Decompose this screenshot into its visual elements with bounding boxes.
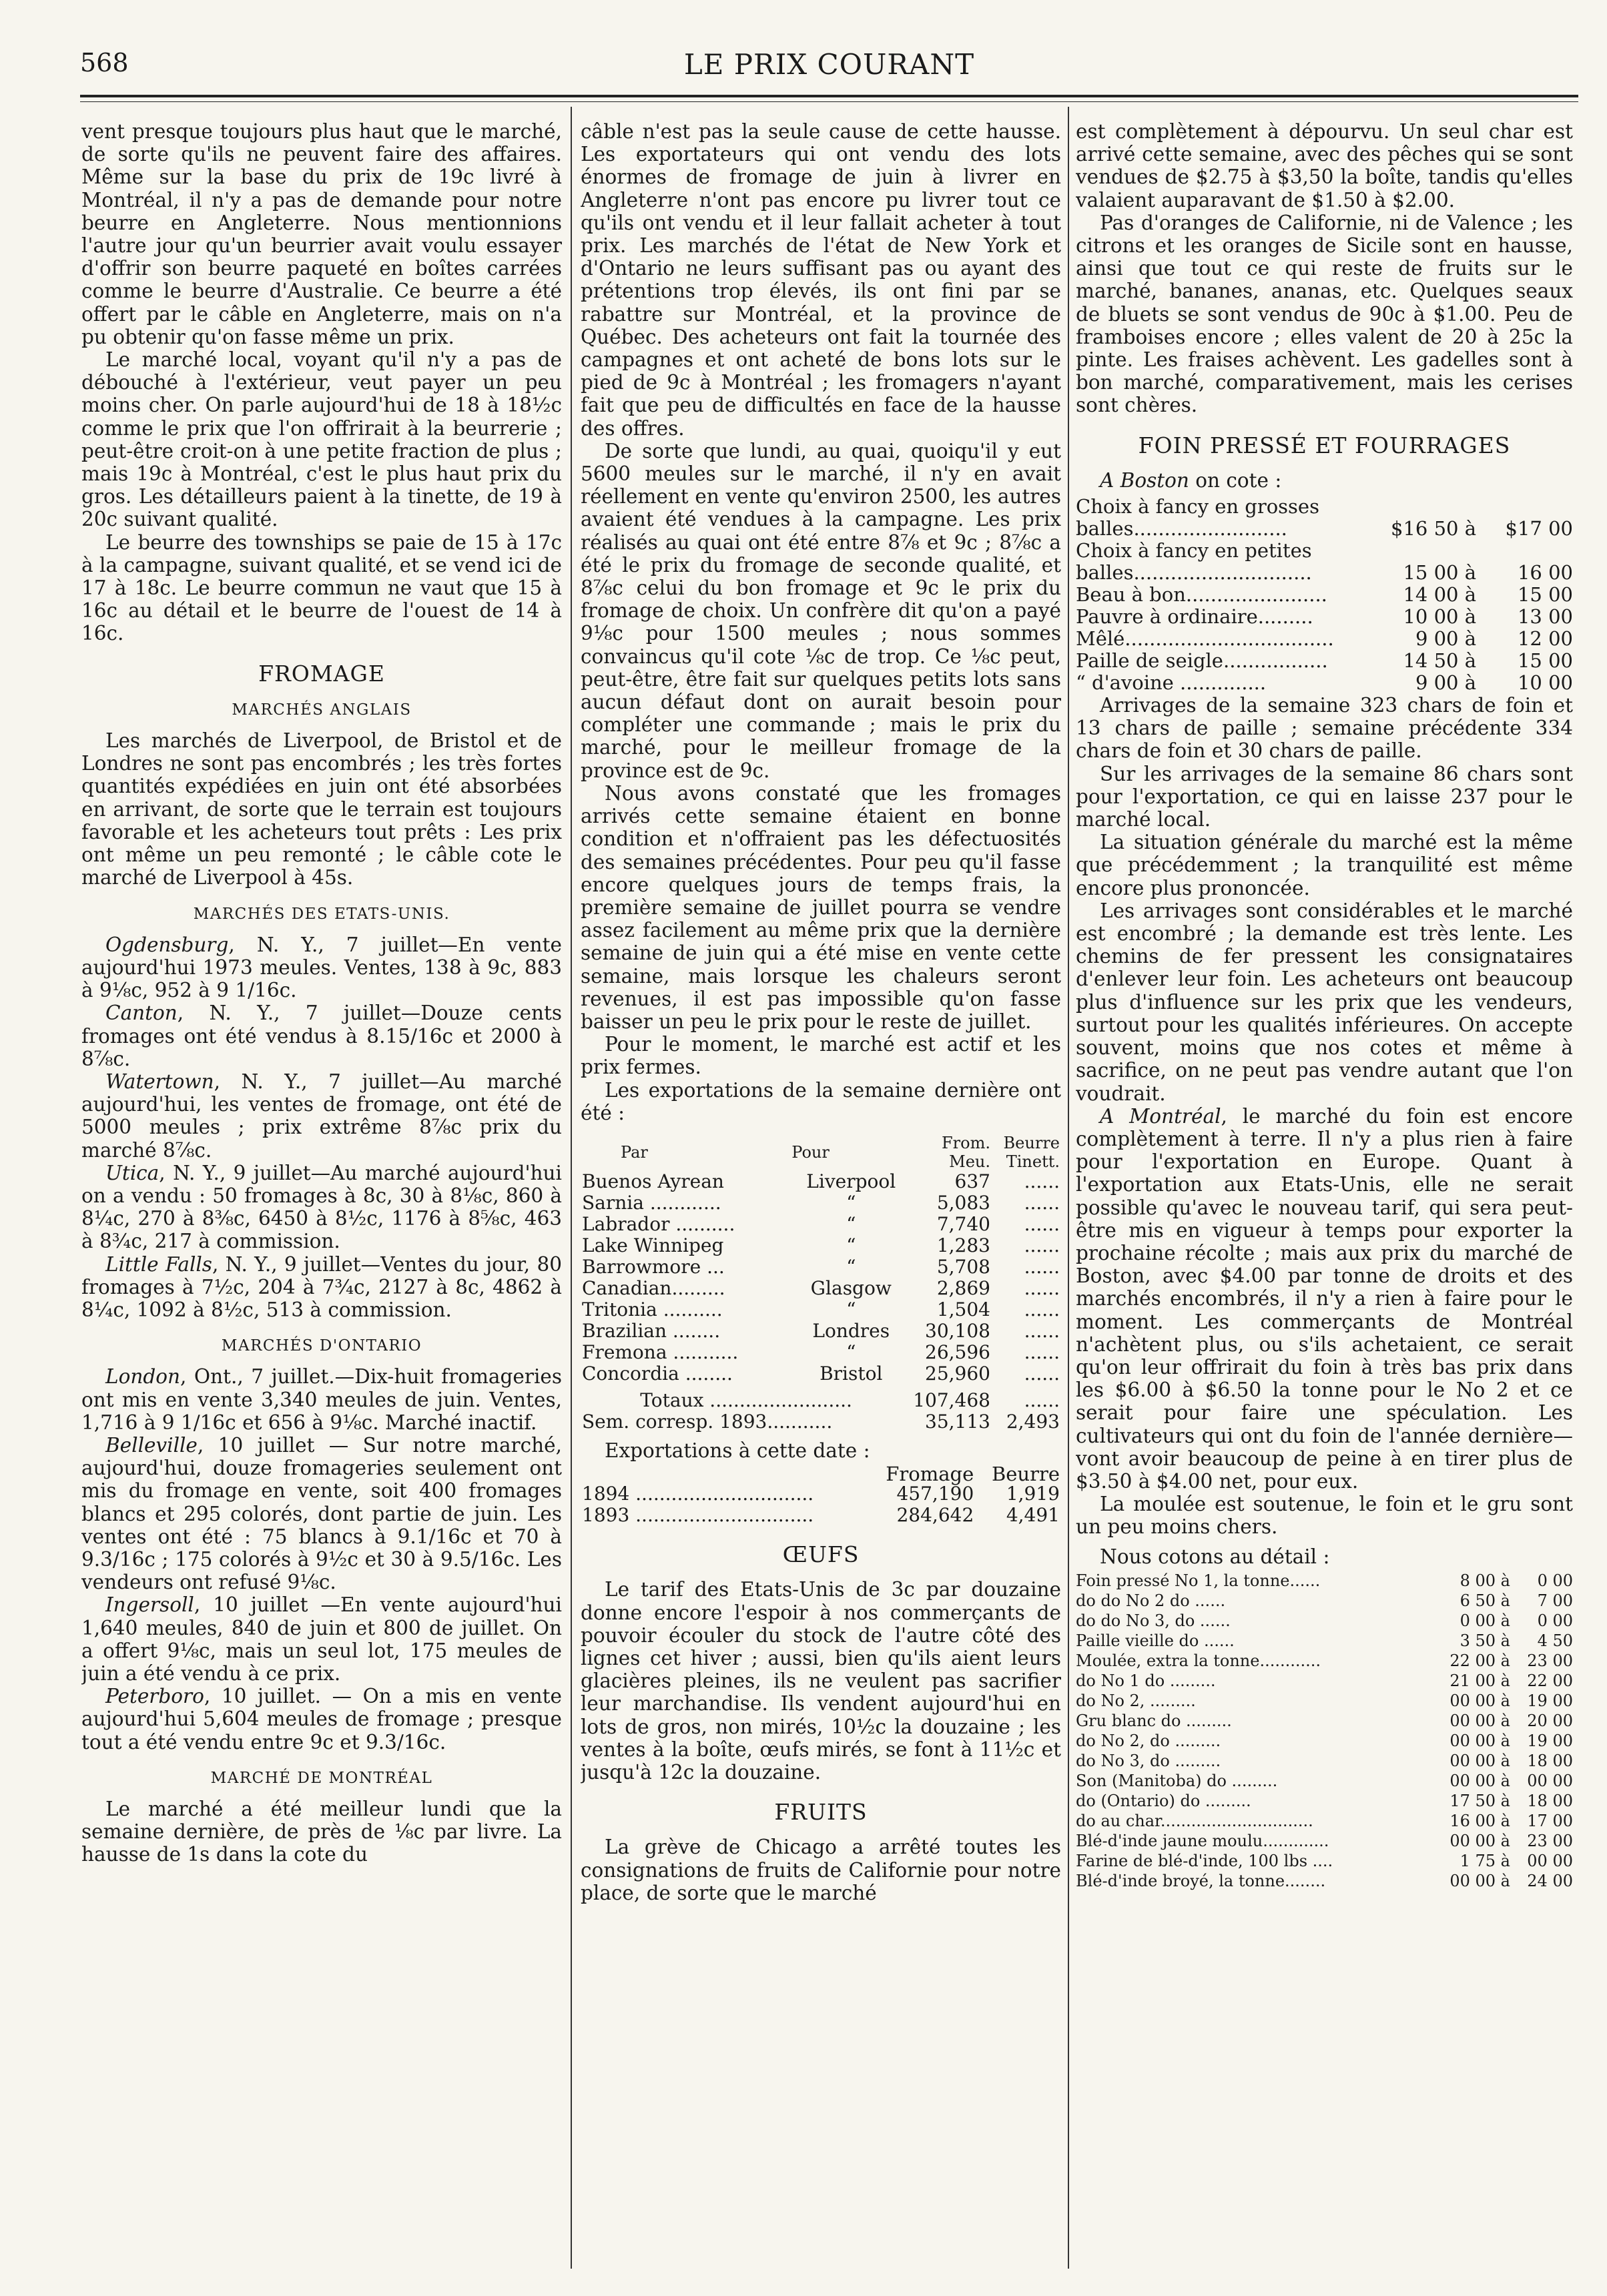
page-number: 568: [80, 48, 129, 77]
paragraph: Les marchés de Liverpool, de Bristol et de Londres ne sont pas encombrés ; les très fortes quantités expédiées en juin ont été absorbées en arrivant, de sorte que le terrain est toujours favorable et les acheteurs tout prêts : Les prix ont même un peu remonté ; le câble cote le marché de Liverpool à 45s.: [81, 729, 562, 889]
place-name: Ogdensburg: [105, 933, 229, 956]
table-row: [581, 1235, 1061, 1256]
table-cell: 0 00 à: [1460, 1611, 1510, 1630]
section-heading-fromage: FROMAGE: [258, 660, 385, 687]
table-cell: 30,108: [925, 1319, 990, 1342]
price-row: [1076, 1811, 1573, 1831]
table-cell: 00 00: [1527, 1851, 1573, 1870]
market-report-peterboro: [81, 1685, 562, 1754]
price-row: [1076, 672, 1573, 694]
table-cell: Canadian.........: [582, 1276, 725, 1299]
table-cell: 15 00: [1517, 649, 1573, 673]
table-cell: 22 00 à: [1450, 1651, 1510, 1670]
table-cell: do au char..............................: [1076, 1811, 1313, 1830]
report-text: , N. Y., 7 juillet—En vente aujourd'hui 1973 meules. Ventes, 138 à 9c, 883 à 9⅛c, 952 à 9 1/16c.: [81, 933, 562, 1002]
report-text: , 10 juillet. — On a mis en vente aujourd'hui 5,604 meules de fromage ; presque tout a été vendu entre 9c et 9.3/16c.: [81, 1685, 562, 1754]
table-cell: Beau à bon.......................: [1076, 583, 1327, 607]
table-cell: 0 00: [1537, 1611, 1573, 1630]
price-row: [1076, 1571, 1573, 1591]
table-cell: 00 00 à: [1450, 1871, 1510, 1890]
table-cell: ......: [1024, 1234, 1060, 1256]
table-cell: 284,642: [896, 1504, 974, 1527]
total-beurre: ......: [1024, 1389, 1060, 1411]
table-cell: 1,919: [1006, 1483, 1060, 1505]
table-row: [581, 1342, 1061, 1363]
table-cell: Londres: [812, 1319, 890, 1342]
sem-beurre: 2,493: [1006, 1410, 1060, 1433]
price-row: [1076, 1831, 1573, 1851]
table-cell: Brazilian ........: [582, 1319, 721, 1342]
table-cell: “: [846, 1255, 856, 1278]
table-cell: 10 00 à: [1403, 605, 1477, 629]
table-cell: 1894 ..............................: [582, 1483, 814, 1505]
table-cell: Choix à fancy en petites: [1076, 539, 1312, 562]
price-row: [1076, 1671, 1573, 1691]
table-cell: Lake Winnipeg: [582, 1234, 724, 1256]
price-row: [1076, 1751, 1573, 1771]
table-cell: 1893 ..............................: [582, 1504, 814, 1527]
table-cell: 8 00 à: [1460, 1571, 1510, 1590]
table-cell: 22 00: [1527, 1671, 1573, 1690]
report-text: , 10 juillet — Sur notre marché, aujourd'hui, douze fromageries seulement ont mis du fromage en vente, soit 400 fromages blancs et 295 colorés, dont partie de juin. Les ventes ont été : 75 blancs à 9.1/16c et 70 à 9.3/16c ; 175 colorés à 9½c et 30 à 9.5/16c. Les vendeurs ont refusé 9⅛c.: [81, 1433, 562, 1594]
table-cell: 1 75 à: [1460, 1851, 1510, 1870]
section-heading-foin: FOIN PRESSÉ ET FOURRAGES: [1138, 432, 1511, 458]
report-text: , 10 juillet —En vente aujourd'hui 1,640 meules, 840 de juin et 800 de juillet. On a offert 9⅛c, mais un seul lot, 175 meules de juin a été vendu à ce prix.: [81, 1593, 562, 1685]
price-row: [1076, 540, 1573, 562]
table-cell: 26,596: [925, 1341, 990, 1363]
price-row: [1076, 518, 1573, 540]
table-cell: 1,504: [936, 1298, 990, 1320]
paragraph: Nous avons constaté que les fromages arrivés cette semaine étaient en bonne condition et n'offraient pas les défectuosités des semaines précédentes. Pour peu qu'il fasse encore quelques jours de temps frais, la première semaine de juillet pourra se vendre assez facilement au même prix que la dernière semaine de juin qui a été mise en vente cette semaine, mais lorsque les chaleurs seront revenues, il est pas impossible qu'on fasse baisser un peu le prix pour le reste de juillet.: [581, 781, 1061, 1033]
table-cell: 4 50: [1537, 1631, 1573, 1650]
table-cell: 00 00: [1527, 1771, 1573, 1790]
table-cell: do No 2, .........: [1076, 1691, 1196, 1710]
table-cell: “: [846, 1341, 856, 1363]
table-cell: [1476, 496, 1573, 518]
table-cell: Son (Manitoba) do .........: [1076, 1771, 1278, 1790]
report-text: , N. Y., 7 juillet—Douze cents fromages ont été vendus à 8.15/16c et 2000 à 8⅞c.: [81, 1002, 562, 1070]
table-cell: Gru blanc do .........: [1076, 1711, 1232, 1730]
place-name: Canton: [105, 1002, 178, 1025]
column-header: Fromage: [886, 1463, 974, 1486]
table-cell: 2,869: [936, 1276, 990, 1299]
table-cell: 5,708: [936, 1255, 990, 1278]
table-cell: Glasgow: [810, 1276, 892, 1299]
table-cell: do do No 3, do ......: [1076, 1611, 1231, 1630]
price-row: [1076, 628, 1573, 650]
paragraph: vent presque toujours plus haut que le marché, de sorte qu'ils ne peuvent faire des affaires. Même sur la base du prix de 19c livré à Montréal, il n'y a pas de demande pour notre beurre en Angleterre. Nous mentionnions l'autre jour qu'un beurrier avait voulu essayer d'offrir son beurre paqueté en boîtes carrées comme le beurre d'Australie. Ce beurre a été offert par le câble en Angleterre, mais on n'a pu obtenir qu'on fasse même un prix.: [81, 120, 562, 348]
place-name: Ingersoll: [105, 1593, 194, 1617]
price-row: [1076, 1851, 1573, 1871]
sem-fromage: 35,113: [925, 1410, 990, 1433]
paragraph: Sur les arrivages de la semaine 86 chars sont pour l'exportation, ce qui en laisse 237 pour le marché local.: [1076, 762, 1573, 831]
market-report-utica: [81, 1162, 562, 1253]
table-cell: 15 00: [1517, 583, 1573, 607]
table-cell: 7 00: [1537, 1591, 1573, 1610]
table-cell: 00 00 à: [1450, 1771, 1510, 1790]
table-cell: ......: [1024, 1170, 1060, 1192]
table-cell: 3 50 à: [1460, 1631, 1510, 1650]
table-cell: do do No 2 do ......: [1076, 1591, 1226, 1610]
table-cell: Liverpool: [806, 1170, 896, 1192]
column-1: [81, 120, 562, 2269]
header-rule-thin: [80, 101, 1578, 102]
table-cell: Barrowmore ...: [582, 1255, 725, 1278]
price-row: [1076, 1591, 1573, 1611]
price-row: [1076, 606, 1573, 628]
price-row: [1076, 1691, 1573, 1711]
table-cell: Farine de blé-d'inde, 100 lbs ....: [1076, 1851, 1333, 1870]
table-cell: Concordia ........: [582, 1362, 733, 1385]
market-report-little-falls: [81, 1253, 562, 1322]
table-cell: 4,491: [1006, 1504, 1060, 1527]
table-cell: 9 00 à: [1415, 627, 1477, 651]
table-cell: 00 00 à: [1450, 1751, 1510, 1770]
table-cell: 457,190: [896, 1483, 974, 1505]
total-fromage: 107,468: [913, 1389, 990, 1411]
table-row: [581, 1320, 1061, 1342]
table-cell: 23 00: [1527, 1831, 1573, 1850]
total-label: Totaux ........................: [640, 1389, 852, 1411]
paragraph: Arrivages de la semaine 323 chars de foin et 13 chars de paille ; semaine précédente 334 chars de foin et 30 chars de paille.: [1076, 694, 1573, 763]
report-text: , Ont., 7 juillet.—Dix-huit fromageries ont mis en vente 3,340 meules de juin. Ventes, 1,716 à 9 1/16c et 656 à 9⅛c. Marché inactif.: [81, 1365, 562, 1434]
table-cell: [1476, 540, 1573, 562]
table-row: [581, 1256, 1061, 1278]
paragraph: De sorte que lundi, au quai, quoiqu'il y eut 5600 meules sur le marché, il n'y en avait réellement en vente qu'environ 2500, les autres avaient été vendues à la campagne. Les prix réalisés au quai ont été entre 8⅞ et 9c ; 8⅞c a été le prix du fromage de seconde qualité, et 8⅞c celui du bon fromage et 9c le prix du fromage de choix. Un confrère dit qu'on a payé 9⅛c pour 1500 meules ; nous sommes convaincus qu'il cote ⅛c de trop. Ce ⅛c peut, peut-être, être fait sur quelques petits lots sans aucun défaut dont on aurait besoin pour compléter une commande ; mais le prix du marché, pour le meilleur fromage de la province est de 9c.: [581, 439, 1061, 782]
paragraph: Les arrivages sont considérables et le marché est encombré ; la demande est très lente. Les chemins de fer pressent les consignataires d'enlever leur foin. Les acheteurs ont beaucoup plus d'influence sur les prix que les vendeurs, surtout pour les qualités inférieures. On accepte souvent, moins que nos cotes et même à sacrifice, on ne peut pas vendre autant que l'on voudrait.: [1076, 899, 1573, 1105]
price-row: [1076, 1871, 1573, 1891]
boston-intro: [1076, 469, 1573, 492]
table-row: [581, 1214, 1061, 1235]
subheading-marches-ontario: MARCHÉS D'ONTARIO: [221, 1337, 422, 1355]
table-cell: [1354, 496, 1476, 518]
column-divider: [1068, 107, 1069, 2269]
table-cell: 19 00: [1527, 1731, 1573, 1750]
table-cell: 17 00: [1527, 1811, 1573, 1830]
table-cell: 21 00 à: [1450, 1671, 1510, 1690]
paragraph: Le marché local, voyant qu'il n'y a pas de débouché à l'extérieur, veut payer un peu moins cher. On parle aujourd'hui de 18 à 18½c comme le prix que l'on offrirait à la beurrerie ; peut-être croit-on à une petite fraction de plus ; mais 19c à Montréal, c'est le plus haut prix du gros. Les détailleurs paient à la tinette, de 19 à 20c suivant qualité.: [81, 348, 562, 531]
price-row: [1076, 1631, 1573, 1651]
retail-price-table: [1076, 1571, 1573, 1891]
place-name: Belleville: [105, 1433, 198, 1457]
table-cell: ......: [1024, 1362, 1060, 1385]
paragraph: Pas d'oranges de Californie, ni de Valence ; les citrons et les oranges de Sicile sont en hausse, ainsi que tout ce qui reste de fruits sur le marché, bananes, ananas, etc. Quelques seaux de bluets se sont vendus de 90c à $1.00. Peu de framboises encore ; elles valent de 20 à 25c la pinte. Les fraises achèvent. Les gadelles sont à bon marché, comparativement, mais les cerises sont chères.: [1076, 211, 1573, 417]
journal-title: LE PRIX COURANT: [683, 48, 975, 81]
table-cell: 19 00: [1527, 1691, 1573, 1710]
subheading-marches-anglais: MARCHÉS ANGLAIS: [232, 701, 412, 719]
place-name: Peterboro: [105, 1685, 204, 1708]
table-cell: ......: [1024, 1319, 1060, 1342]
table-cell: Tritonia ..........: [582, 1298, 723, 1320]
subheading-marche-montreal: MARCHÉ DE MONTRÉAL: [210, 1769, 433, 1787]
table-cell: 637: [954, 1170, 990, 1192]
table-cell: Blé-d'inde broyé, la tonne........: [1076, 1871, 1326, 1890]
table-cell: “: [846, 1191, 856, 1214]
page-header: [80, 48, 1578, 85]
paragraph: Le marché a été meilleur lundi que la semaine dernière, de près de ⅛c par livre. La hausse de 1s dans la cote du: [81, 1798, 562, 1866]
market-report-ogdensburg: [81, 933, 562, 1002]
table-cell: balles.............................: [1076, 561, 1312, 585]
table-header-row: [581, 1465, 1061, 1483]
column-divider: [571, 107, 572, 2269]
table-cell: 00 00 à: [1450, 1711, 1510, 1730]
report-text: , N. Y., 9 juillet—Au marché aujourd'hui on a vendu : 50 fromages à 8c, 30 à 8⅛c, 860 à 8¼c, 270 à 8⅜c, 6450 à 8½c, 1176 à 8⅝c, 463 à 8¾c, 217 à commission.: [81, 1161, 562, 1253]
table-cell: Fremona ...........: [582, 1341, 739, 1363]
table-cell: $16 50 à: [1391, 517, 1477, 540]
section-heading-oeufs: ŒUFS: [782, 1541, 860, 1568]
price-row: [1076, 1791, 1573, 1811]
table-cell: 23 00: [1527, 1651, 1573, 1670]
market-report-ingersoll: [81, 1593, 562, 1685]
table-cell: Labrador ..........: [582, 1212, 735, 1235]
table-header-row: [581, 1134, 1061, 1171]
paragraph: câble n'est pas la seule cause de cette hausse. Les exportateurs qui ont vendu des lots énormes de fromage de juin à livrer en Angleterre n'ont pas encore pu livrer tout ce qu'ils ont vendu et il leur fallait acheter à tout prix. Les marchés de l'état de New York et d'Ontario ne leurs suffisant pas ou ayant des prétentions trop élevés, ils ont fini par se rabattre sur Montréal, et la province de Québec. Des acheteurs ont fait la tournée des campagnes et ont acheté de bons lots sur le pied de 9c à Montréal ; les fromagers n'ayant fait que peu de difficultés en face de la hausse des offres.: [581, 120, 1061, 440]
table-row: [581, 1483, 1061, 1505]
price-row: [1076, 584, 1573, 606]
table-row: [581, 1299, 1061, 1320]
boston-price-table: [1076, 496, 1573, 694]
table-cell: 6 50 à: [1460, 1591, 1510, 1610]
price-row: [1076, 650, 1573, 672]
place-name: A Boston: [1100, 468, 1189, 492]
price-row: [1076, 1771, 1573, 1791]
table-cell: 9 00 à: [1415, 671, 1477, 695]
table-cell: 14 50 à: [1403, 649, 1477, 673]
price-row: [1076, 1731, 1573, 1751]
table-cell: 17 50 à: [1450, 1791, 1510, 1810]
price-row: [1076, 496, 1573, 518]
place-name: A Montréal: [1100, 1104, 1221, 1128]
table-cell: 12 00: [1517, 627, 1573, 651]
table-cell: 00 00 à: [1450, 1831, 1510, 1850]
table-cell: 7,740: [936, 1212, 990, 1235]
paragraph: La moulée est soutenue, le foin et le gru sont un peu moins chers.: [1076, 1493, 1573, 1539]
table-cell: 15 00 à: [1403, 561, 1477, 585]
table-cell: 10 00: [1517, 671, 1573, 695]
table-cell: 00 00 à: [1450, 1731, 1510, 1750]
paragraph-montreal: [1076, 1105, 1573, 1493]
table-cell: Sarnia ............: [582, 1191, 721, 1214]
paragraph: La situation générale du marché est la même que précédemment ; la tranquilité est même encore plus prononcée.: [1076, 831, 1573, 899]
market-report-belleville: [81, 1434, 562, 1593]
table-cell: ......: [1024, 1191, 1060, 1214]
table-row: [581, 1363, 1061, 1385]
exports-to-date-table: [581, 1465, 1061, 1526]
exports-table: [581, 1134, 1061, 1433]
table-cell: 16 00 à: [1450, 1811, 1510, 1830]
subheading-marches-etats-unis: MARCHÉS DES ETATS-UNIS.: [193, 905, 450, 923]
table-cell: do No 2, do .........: [1076, 1731, 1221, 1750]
price-row: [1076, 1711, 1573, 1731]
detail-title: Nous cotons au détail :: [1100, 1545, 1330, 1568]
table-row: [581, 1278, 1061, 1299]
table-cell: 0 00: [1537, 1571, 1573, 1590]
table-cell: ......: [1024, 1298, 1060, 1320]
table-cell: 16 00: [1517, 561, 1573, 585]
table-cell: ......: [1024, 1255, 1060, 1278]
table-cell: 14 00 à: [1403, 583, 1477, 607]
table-cell: 18 00: [1527, 1751, 1573, 1770]
table-cell: do No 3, do .........: [1076, 1751, 1221, 1770]
table-cell: 1,283: [936, 1234, 990, 1256]
table-cell: Mêlé..................................: [1076, 627, 1334, 651]
table-cell: do No 1 do .........: [1076, 1671, 1216, 1690]
table-cell: balles.........................: [1076, 517, 1287, 540]
table-cell: 18 00: [1527, 1791, 1573, 1810]
table-cell: “: [846, 1234, 856, 1256]
paragraph-text: , le marché du foin est encore complètement à terre. Il n'y a plus rien à faire pour l'exportation en Europe. Quant à l'exportation aux Etats-Unis, elle ne serait possible qu'avec le nouveau tarif, qui sera peut-être mis en vigueur à temps pour exporter la prochaine récolte ; mais aux prix du marché de Boston, avec $4.00 par tonne de droits et des marchés encombrés, il n'y a rien à faire pour le moment. Les commerçants de Montréal n'achètent plus, ou s'ils achetaient, ce serait qu'on leur offrirait du foin à très bas prix dans les $6.00 à $6.50 la tonne pour le No 2 et ce serait pour faire une spéculation. Les cultivateurs qui ont du foin de l'année dernière—vont avoir beaucoup de peine à en tirer plus de $3.50 à $4.00 net, pour eux.: [1076, 1104, 1573, 1493]
paragraph: Pour le moment, le marché est actif et les prix fermes.: [581, 1033, 1061, 1079]
table-cell: ......: [1024, 1212, 1060, 1235]
table-cell: 20 00: [1527, 1711, 1573, 1730]
place-name: Little Falls: [105, 1252, 212, 1276]
report-text: , N. Y., 9 juillet—Ventes du jour, 80 fromages à 7½c, 204 à 7¾c, 2127 à 8c, 4862 à 8¼c, 1092 à 8½c, 513 à commission.: [81, 1252, 562, 1321]
column-2: [581, 120, 1061, 2269]
intro-text: on cote :: [1189, 468, 1282, 492]
table-cell: Paille de seigle.................: [1076, 649, 1328, 673]
price-row: [1076, 562, 1573, 584]
place-name: London: [105, 1365, 180, 1389]
table-cell: “ d'avoine ..............: [1076, 671, 1267, 695]
column-3: [1076, 120, 1573, 2269]
column-header: Pour: [791, 1142, 830, 1162]
market-report-watertown: [81, 1070, 562, 1162]
paragraph: Les exportations de la semaine dernière ont été :: [581, 1078, 1061, 1124]
table-row-sem-corresp: [581, 1411, 1061, 1433]
column-header: Beurre Tinett.: [1003, 1133, 1060, 1171]
table-cell: 00 00 à: [1450, 1691, 1510, 1710]
paragraph: Le beurre des townships se paie de 15 à 17c à la campagne, suivant qualité, et se vend ici de 17 à 18c. Le beurre commun ne vaut que 15 à 16c au détail et le beurre de l'ouest de 14 à 16c.: [81, 530, 562, 645]
table-cell: do (Ontario) do .........: [1076, 1791, 1251, 1810]
table-cell: [1354, 540, 1476, 562]
table-row-total: [581, 1385, 1061, 1411]
table-cell: 13 00: [1517, 605, 1573, 629]
price-row: [1076, 1651, 1573, 1671]
table-cell: ......: [1024, 1341, 1060, 1363]
table-cell: Foin pressé No 1, la tonne......: [1076, 1571, 1321, 1590]
market-report-london: [81, 1365, 562, 1434]
table-cell: 24 00: [1527, 1871, 1573, 1890]
market-report-canton: [81, 1002, 562, 1070]
column-header: [581, 1465, 865, 1483]
table-cell: “: [846, 1298, 856, 1320]
section-heading-fruits: FRUITS: [774, 1799, 868, 1826]
column-header: From. Meu.: [942, 1133, 990, 1171]
column-header: Beurre: [991, 1463, 1060, 1486]
table-cell: Buenos Ayrean: [582, 1170, 724, 1192]
paragraph: Le tarif des Etats-Unis de 3c par douzaine donne encore l'espoir à nos commerçants de pouvoir écouler du stock de l'autre côté des lignes cet hiver ; aussi, bien qu'ils aient leurs glacières pleines, ils ne veulent pas sacrifier leur marchandise. Ils vendent aujourd'hui en lots de gros, non mirés, 10½c la douzaine ; les ventes à la boîte, œufs mirés, se font à 11½c et jusqu'à 12c la douzaine.: [581, 1578, 1061, 1784]
header-rule: [80, 95, 1578, 97]
price-row: [1076, 1611, 1573, 1631]
column-header: Par: [621, 1142, 648, 1162]
table-row: [581, 1171, 1061, 1192]
place-name: Watertown: [105, 1070, 214, 1093]
table-row: [581, 1192, 1061, 1214]
table-cell: ......: [1024, 1276, 1060, 1299]
table-cell: Bristol: [820, 1362, 883, 1385]
paragraph: La grève de Chicago a arrêté toutes les consignations de fruits de Californie pour notre place, de sorte que le marché: [581, 1836, 1061, 1904]
table-cell: Moulée, extra la tonne............: [1076, 1651, 1321, 1670]
table-cell: Paille vieille do ......: [1076, 1631, 1235, 1650]
table-cell: Blé-d'inde jaune moulu.............: [1076, 1831, 1329, 1850]
table-cell: Pauvre à ordinaire.........: [1076, 605, 1313, 629]
table-cell: Choix à fancy en grosses: [1076, 495, 1319, 518]
table-cell: $17 00: [1505, 517, 1573, 540]
exports-to-date-title: Exportations à cette date :: [605, 1439, 870, 1462]
place-name: Utica: [105, 1161, 159, 1184]
sem-label: Sem. corresp. 1893...........: [582, 1410, 833, 1433]
table-cell: 25,960: [925, 1362, 990, 1385]
report-text: , N. Y., 7 juillet—Au marché aujourd'hui, les ventes de fromage, ont été de 5000 meules ; prix extrême 8⅞c prix du marché 8⅞c.: [81, 1070, 562, 1162]
table-cell: “: [846, 1212, 856, 1235]
table-row: [581, 1505, 1061, 1526]
paragraph: est complètement à dépourvu. Un seul char est arrivé cette semaine, avec des pêches qui se sont vendues de $2.75 à $3,50 la boîte, tandis qu'elles valaient auparavant de $1.50 à $2.00.: [1076, 120, 1573, 212]
table-cell: 5,083: [936, 1191, 990, 1214]
